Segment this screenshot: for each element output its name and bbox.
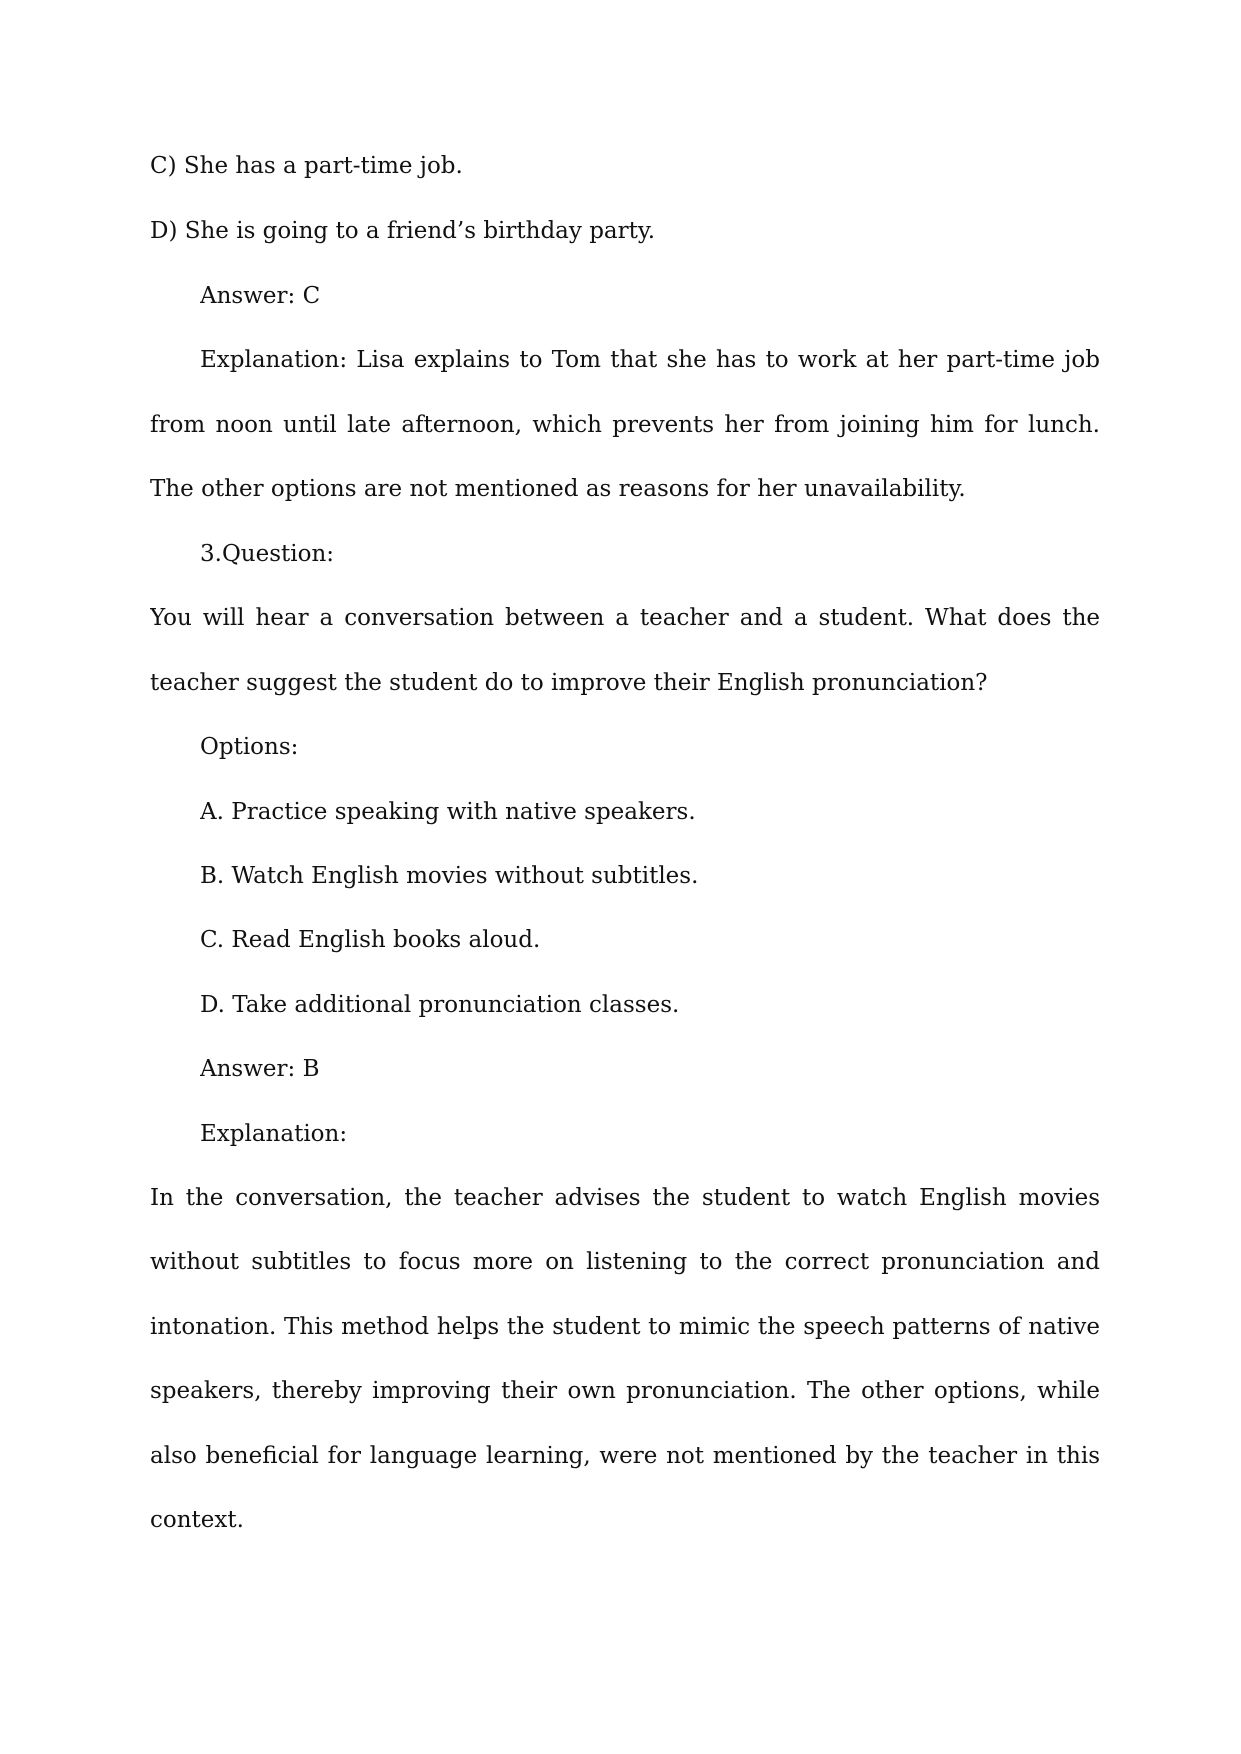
explanation-line: In the conversation, the teacher advises the student to watch English movies bbox=[150, 1185, 1100, 1211]
prev-option-d: D) She is going to a friend’s birthday party. bbox=[150, 218, 656, 244]
option-b: B. Watch English movies without subtitles. bbox=[200, 863, 699, 889]
options-label: Options: bbox=[200, 734, 299, 760]
prev-explanation-line: The other options are not mentioned as reasons for her unavailability. bbox=[150, 476, 966, 502]
option-d: D. Take additional pronunciation classes. bbox=[200, 992, 680, 1018]
explanation-line: also beneficial for language learning, were not mentioned by the teacher in this bbox=[150, 1443, 1100, 1469]
option-a: A. Practice speaking with native speakers. bbox=[200, 799, 696, 825]
prev-option-c: C) She has a part-time job. bbox=[150, 153, 463, 179]
option-c: C. Read English books aloud. bbox=[200, 927, 541, 953]
prev-explanation-line: from noon until late afternoon, which prevents her from joining him for lunch. bbox=[150, 412, 1100, 438]
prev-explanation-line: Explanation: Lisa explains to Tom that she has to work at her part-time job bbox=[200, 347, 1100, 373]
prev-answer: Answer: C bbox=[200, 283, 321, 309]
question-heading: 3.Question: bbox=[200, 541, 335, 567]
explanation-line: intonation. This method helps the student to mimic the speech patterns of native bbox=[150, 1314, 1100, 1340]
question-prompt-line: teacher suggest the student do to improve their English pronunciation? bbox=[150, 670, 988, 696]
explanation-line: context. bbox=[150, 1507, 244, 1533]
explanation-line: without subtitles to focus more on listening to the correct pronunciation and bbox=[150, 1249, 1100, 1275]
answer: Answer: B bbox=[200, 1056, 320, 1082]
explanation-line: speakers, thereby improving their own pronunciation. The other options, while bbox=[150, 1378, 1100, 1404]
question-prompt-line: You will hear a conversation between a teacher and a student. What does the bbox=[150, 605, 1100, 631]
explanation-label: Explanation: bbox=[200, 1121, 348, 1147]
